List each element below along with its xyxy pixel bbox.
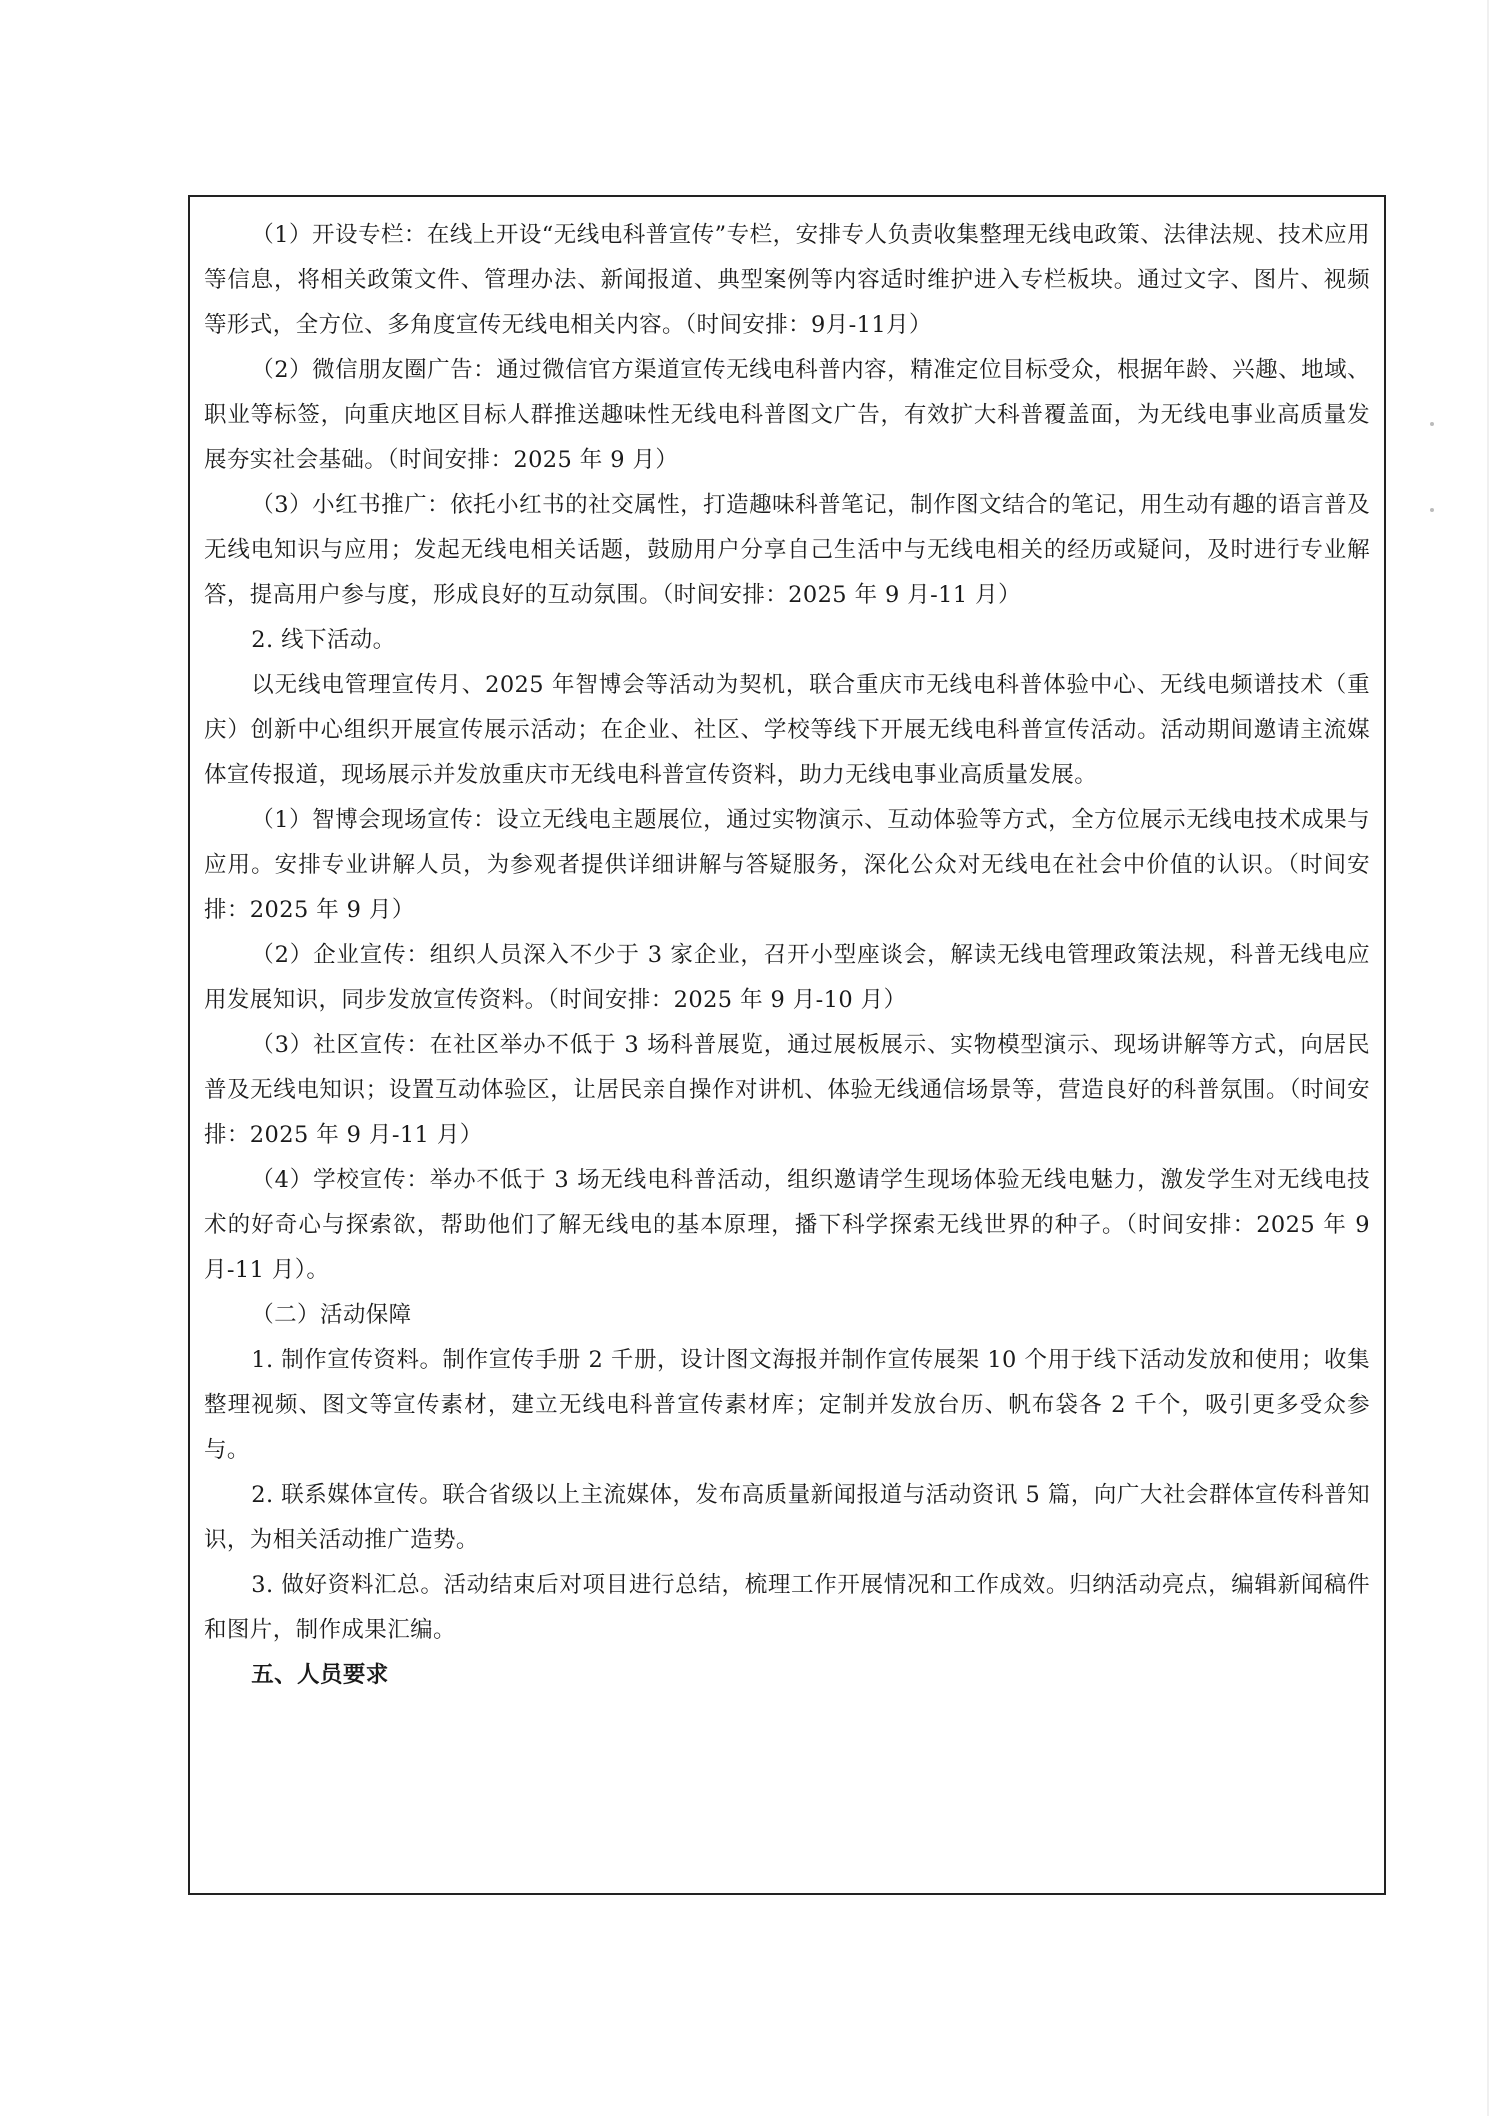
paragraph-expo: （1）智博会现场宣传：设立无线电主题展位，通过实物演示、互动体验等方式，全方位展示无线电技术成果与应用。安排专业讲解人员，为参观者提供详细讲解与答疑服务，深化公众对无线电在社会中价值的认识。（时间安排：2025 年 9 月） (204, 807, 1370, 923)
paragraph-summary: 3. 做好资料汇总。活动结束后对项目进行总结，梳理工作开展情况和工作成效。归纳活动亮点，编辑新闻稿件和图片，制作成果汇编。 (204, 1572, 1370, 1643)
paragraph-guarantee-heading: （二）活动保障 (251, 1302, 412, 1328)
paragraph-offline-intro: 以无线电管理宣传月、2025 年智博会等活动为契机，联合重庆市无线电科普体验中心、无线电频谱技术（重庆）创新中心组织开展宣传展示活动；在企业、社区、学校等线下开展无线电科普宣传活动。活动期间邀请主流媒体宣传报道，现场展示并发放重庆市无线电科普宣传资料，助力无线电事业高质量发展。 (204, 672, 1370, 788)
section-heading-personnel: 五、人员要求 (251, 1662, 389, 1688)
paragraph-school: （4）学校宣传：举办不低于 3 场无线电科普活动，组织邀请学生现场体验无线电魅力，激发学生对无线电技术的好奇心与探索欲，帮助他们了解无线电的基本原理，播下科学探索无线世界的种子。（时间安排：2025 年 9 月-11 月）。 (204, 1167, 1370, 1283)
paragraph-online-column: （1）开设专栏：在线上开设“无线电科普宣传”专栏，安排专人负责收集整理无线电政策、法律法规、技术应用等信息，将相关政策文件、管理办法、新闻报道、典型案例等内容适时维护进入专栏板块。通过文字、图片、视频等形式，全方位、多角度宣传无线电相关内容。（时间安排：9月-11月） (204, 222, 1370, 338)
paragraph-enterprise: （2）企业宣传：组织人员深入不少于 3 家企业，召开小型座谈会，解读无线电管理政策法规，科普无线电应用发展知识，同步发放宣传资料。（时间安排：2025 年 9 月-10 月） (204, 942, 1370, 1013)
paragraph-community: （3）社区宣传：在社区举办不低于 3 场科普展览，通过展板展示、实物模型演示、现场讲解等方式，向居民普及无线电知识；设置互动体验区，让居民亲自操作对讲机、体验无线通信场景等，营造良好的科普氛围。（时间安排：2025 年 9 月-11 月） (204, 1032, 1370, 1148)
scan-speck (1430, 422, 1434, 426)
paragraph-xiaohongshu: （3）小红书推广：依托小红书的社交属性，打造趣味科普笔记，制作图文结合的笔记，用生动有趣的语言普及无线电知识与应用；发起无线电相关话题，鼓励用户分享自己生活中与无线电相关的经历或疑问，及时进行专业解答，提高用户参与度，形成良好的互动氛围。（时间安排：2025 年 9 月-11 月） (204, 492, 1370, 608)
paragraph-wechat-ads: （2）微信朋友圈广告：通过微信官方渠道宣传无线电科普内容，精准定位目标受众，根据年龄、兴趣、地域、职业等标签，向重庆地区目标人群推送趣味性无线电科普图文广告，有效扩大科普覆盖面，为无线电事业高质量发展夯实社会基础。（时间安排：2025 年 9 月） (204, 357, 1370, 473)
scan-speck (1430, 508, 1434, 512)
paragraph-offline-heading: 2. 线下活动。 (251, 627, 396, 653)
paragraph-media: 2. 联系媒体宣传。联合省级以上主流媒体，发布高质量新闻报道与活动资讯 5 篇，向广大社会群体宣传科普知识，为相关活动推广造势。 (204, 1482, 1370, 1553)
table-frame (188, 195, 1386, 1895)
document-body (204, 213, 1370, 1698)
scan-edge (1487, 0, 1489, 2116)
paragraph-materials: 1. 制作宣传资料。制作宣传手册 2 千册，设计图文海报并制作宣传展架 10 个用于线下活动发放和使用；收集整理视频、图文等宣传素材，建立无线电科普宣传素材库；定制并发放台历、帆布袋各 2 千个，吸引更多受众参与。 (204, 1347, 1370, 1463)
